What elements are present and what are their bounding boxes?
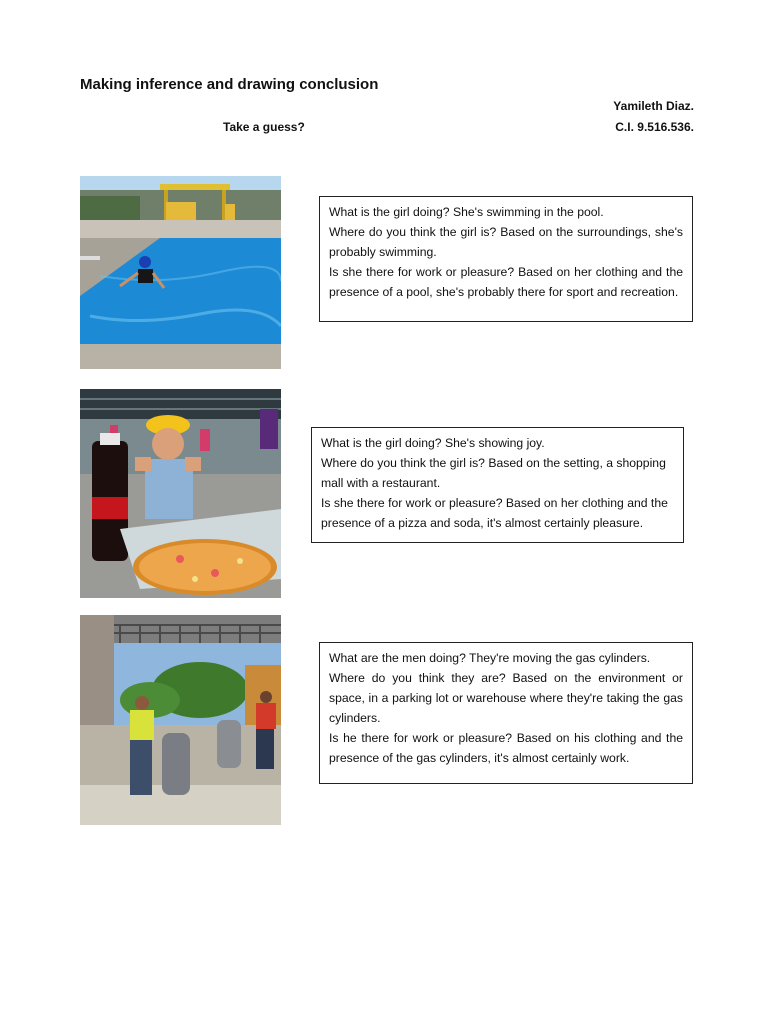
pizza-restaurant-photo bbox=[80, 389, 281, 598]
answer-box-2 bbox=[311, 427, 684, 543]
page-subtitle: Take a guess? bbox=[223, 120, 305, 134]
answer-box-1 bbox=[319, 196, 693, 322]
question-line: Is he there for work or pleasure? Based on his clothing and the presence of the gas cylinders, it's almost certainly work. bbox=[329, 731, 683, 765]
question-line: Is she there for work or pleasure? Based on her clothing and the presence of a pool, she's probably there for sport and recreation. bbox=[329, 265, 683, 299]
question-line: Is she there for work or pleasure? Based on her clothing and the presence of a pizza and soda, it's almost certainly pleasure. bbox=[321, 496, 668, 530]
question-line: Where do you think they are? Based on the environment or space, in a parking lot or warehouse where they're taking the gas cylinders. bbox=[329, 671, 683, 725]
question-line: What is the girl doing? She's showing joy. bbox=[321, 436, 545, 450]
question-line: What are the men doing? They're moving the gas cylinders. bbox=[329, 651, 651, 665]
question-line: Where do you think the girl is? Based on the setting, a shopping mall with a restaurant. bbox=[321, 456, 666, 490]
gas-cylinders-photo bbox=[80, 615, 281, 825]
page-title: Making inference and drawing conclusion bbox=[80, 76, 379, 93]
question-line: What is the girl doing? She's swimming in the pool. bbox=[329, 205, 604, 219]
swimming-pool-photo bbox=[80, 176, 281, 369]
question-line: Where do you think the girl is? Based on the surroundings, she's probably swimming. bbox=[329, 225, 683, 259]
author-id: C.I. 9.516.536. bbox=[615, 120, 694, 134]
author-name: Yamileth Diaz. bbox=[613, 99, 694, 113]
answer-box-3 bbox=[319, 642, 693, 784]
